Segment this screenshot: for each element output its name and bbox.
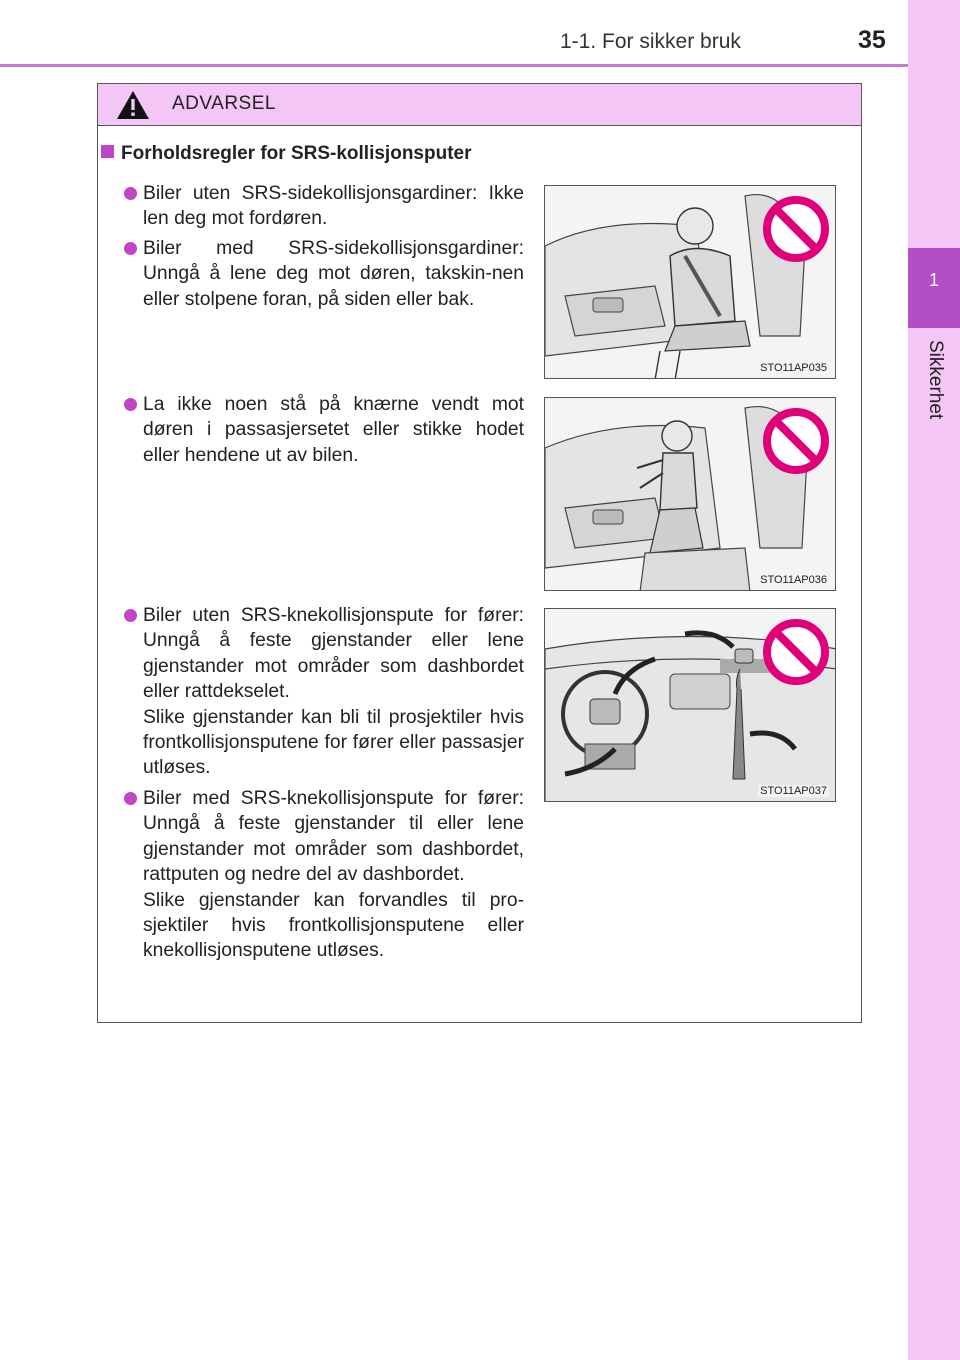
prohibition-icon (761, 406, 831, 476)
list-item-text: La ikke noen stå på knærne vendt mot døren i passasjersetet eller stikke hodet eller hendene ut av bilen. (143, 394, 524, 466)
list-item (124, 392, 524, 468)
figure-code: STO11AP035 (760, 362, 827, 374)
warning-header (98, 84, 861, 126)
illustration-kneeling-on-seat (544, 397, 836, 591)
page-number: 35 (858, 26, 886, 54)
list-item (124, 786, 524, 964)
warning-subheading (101, 143, 472, 165)
subheading-text: Forholdsregler for SRS-kollisjonsputer (121, 143, 472, 164)
warning-triangle-icon (116, 90, 150, 120)
square-bullet-icon (101, 145, 114, 158)
list-item-text: Biler uten SRS-sidekollisjonsgardiner: Ikke len deg mot fordøren. (143, 183, 524, 230)
prohibition-icon (761, 194, 831, 264)
list-item (124, 181, 524, 232)
list-item-text: Biler med SRS-knekollisjonspute for fører: Unngå å feste gjenstander til eller lene gjenstander mot områder som dashbordet, rattputen og nedre del av dashbordet. Slike gjenstander kan forvandles til pro-sjektiler hvis frontkollisjonsputene eller knekollisjonsputene utløses. (143, 788, 524, 962)
prohibition-icon (761, 617, 831, 687)
chapter-side-tab (908, 0, 960, 1360)
illustration-leaning-on-door (544, 185, 836, 379)
chapter-number: 1 (928, 270, 939, 290)
header-rule (0, 64, 908, 67)
list-item (124, 603, 524, 781)
chapter-label: Sikkerhet (925, 340, 946, 420)
bullet-dot-icon (124, 187, 137, 200)
warning-label: ADVARSEL (172, 93, 276, 114)
bullet-dot-icon (124, 398, 137, 411)
figure-code: STO11AP037 (760, 785, 827, 797)
list-item-text: Biler med SRS-sidekollisjonsgardiner: Unngå å lene deg mot døren, takskin-nen eller stolpene foran, på siden eller bak. (143, 238, 524, 310)
illustration-dashboard-objects (544, 608, 836, 802)
bullet-dot-icon (124, 609, 137, 622)
figure-code: STO11AP036 (760, 574, 827, 586)
bullet-dot-icon (124, 792, 137, 805)
bullet-dot-icon (124, 242, 137, 255)
list-item-text: Biler uten SRS-knekollisjonspute for fører: Unngå å feste gjenstander eller lene gjenstander mot områder som dashbordet eller rattdekselet. Slike gjenstander kan bli til prosjektiler hvis frontkollisjonsputene for fører eller passasjer utløses. (143, 605, 524, 779)
section-title: 1-1. For sikker bruk (560, 30, 741, 53)
list-item (124, 236, 524, 312)
